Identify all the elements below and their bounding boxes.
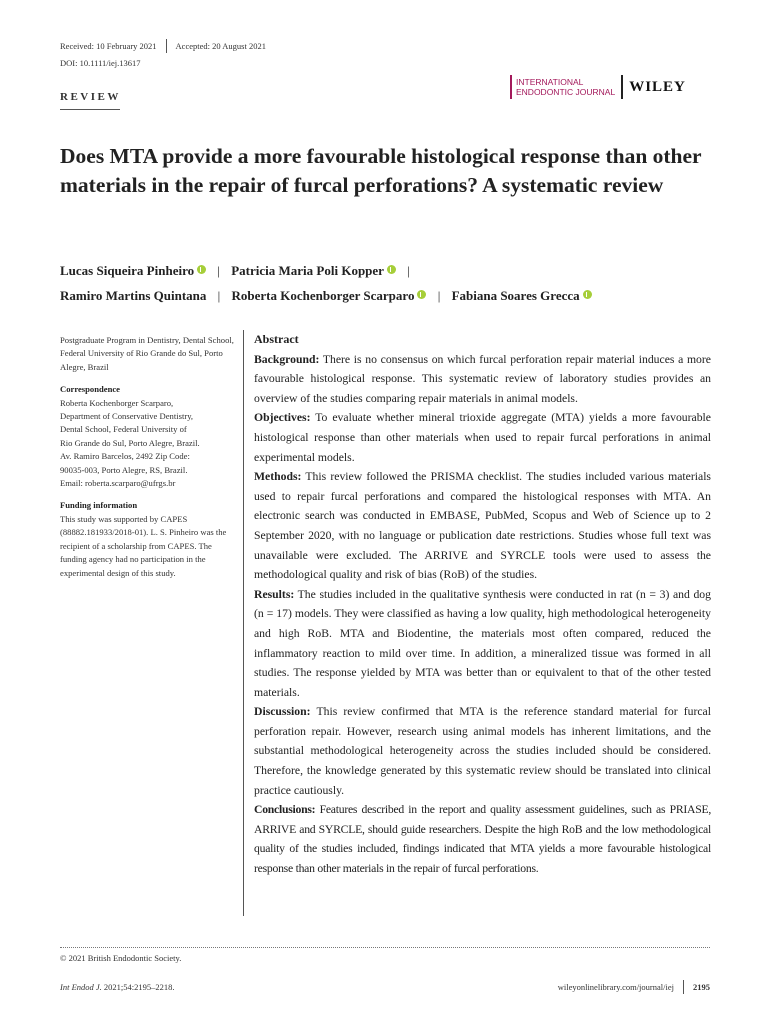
abstract-section-label: Background: — [254, 352, 320, 366]
abstract — [243, 330, 711, 916]
page-footer — [60, 980, 710, 994]
divider — [683, 980, 684, 994]
correspondence-line: Department of Conservative Dentistry, — [60, 411, 194, 422]
abstract-section-text: This review confirmed that MTA is the reference standard material for furcal perforation repair. However, research using animal models has inherent limitations, and the substantial methodological heterogeneity across the studies included should be considered. Therefore, the knowledge generated by this systematic review should be translated into clinical practice cautiously. — [254, 705, 711, 797]
correspondence — [60, 383, 235, 490]
journal-logo — [510, 75, 686, 99]
orcid-icon[interactable] — [387, 265, 396, 274]
author-name[interactable]: Ramiro Martins Quintana — [60, 288, 207, 303]
correspondence-email[interactable]: Email: roberta.scarparo@ufrgs.br — [60, 478, 176, 489]
abstract-objectives — [254, 408, 711, 467]
abstract-background — [254, 350, 711, 409]
author-name[interactable]: Patricia Maria Poli Kopper — [231, 263, 384, 278]
article-title: Does MTA provide a more favourable histological response than other materials in the repair of furcal perforations? A systematic review — [60, 144, 702, 197]
author-separator: | — [407, 263, 410, 278]
abstract-conclusions — [254, 800, 711, 878]
correspondence-heading: Correspondence — [60, 384, 120, 395]
received-date: Received: 10 February 2021 — [60, 41, 157, 51]
author-list — [60, 258, 730, 308]
abstract-discussion — [254, 702, 711, 800]
copyright: © 2021 British Endodontic Society. — [60, 953, 182, 963]
affiliation — [60, 334, 235, 374]
correspondence-line: Dental School, Federal University of — [60, 424, 187, 435]
author-name[interactable]: Fabiana Soares Grecca — [451, 288, 580, 303]
section-label: REVIEW — [60, 91, 121, 103]
author-name[interactable]: Roberta Kochenborger Scarparo — [231, 288, 415, 303]
publisher-logo: WILEY — [629, 78, 686, 95]
correspondence-line: 90035-003, Porto Alegre, RS, Brazil. — [60, 464, 188, 475]
section-rule — [60, 109, 120, 110]
orcid-icon[interactable] — [197, 265, 206, 274]
logo-divider — [621, 75, 623, 99]
funding-information — [60, 499, 235, 579]
abstract-section-text: Features described in the report and quality assessment guidelines, such as PRIASE, ARRIVE and SYRCLE, should guide researchers. Despite the high RoB and the low methodological quality of the studies included, findings indicated that MTA yields a more favourable histological response than other materials in the repair of furcal perforations. — [254, 803, 712, 876]
correspondence-line: Av. Ramiro Barcelos, 2492 Zip Code: — [60, 451, 190, 462]
sidebar-info — [60, 334, 235, 589]
citation-journal: Int Endod J. — [60, 982, 102, 992]
author-separator: | — [437, 288, 441, 303]
funding-heading: Funding information — [60, 500, 138, 511]
abstract-heading: Abstract — [254, 332, 299, 346]
doi[interactable]: DOI: 10.1111/iej.13617 — [60, 58, 141, 68]
abstract-section-label: Objectives: — [254, 411, 311, 425]
correspondence-line: Rio Grande do Sul, Porto Alegre, Brazil. — [60, 437, 200, 448]
divider — [166, 39, 167, 53]
citation-details: 2021;54:2195–2218. — [101, 982, 175, 992]
author-separator: | — [217, 288, 221, 303]
abstract-section-text: The studies included in the qualitative synthesis were conducted in rat (n = 3) and dog (n = 17) models. They were classified as having a low quality, high methodological heterogeneity and high RoB. MTA and Biodentine, the materials most often compared, reduced the inflammatory reaction to mild over time. In addition, a mineralized tissue was formed in all studies. The response yielded by MTA was better than or equivalent to that of the other tested materials. — [254, 587, 711, 699]
accepted-date: Accepted: 20 August 2021 — [175, 41, 266, 51]
journal-name — [516, 77, 615, 97]
journal-name-line2: ENDODONTIC JOURNAL — [516, 87, 616, 97]
journal-name-line1: INTERNATIONAL — [516, 77, 584, 87]
orcid-icon[interactable] — [583, 290, 592, 299]
abstract-section-label: Results: — [254, 587, 295, 601]
author-row — [60, 283, 730, 308]
abstract-section-label: Discussion: — [254, 705, 311, 719]
abstract-results — [254, 585, 711, 703]
author-row — [60, 258, 730, 283]
author-separator: | — [217, 263, 220, 278]
page-number: 2195 — [693, 982, 710, 992]
abstract-methods — [254, 467, 711, 585]
logo-bar — [510, 75, 512, 99]
funding-text: This study was supported by CAPES (88882.181933/2018-01). L. S. Pinheiro was the recipient of a scholarship from CAPES. The funding agency had no participation in the experimental design of this study. — [60, 513, 227, 578]
journal-url[interactable]: wileyonlinelibrary.com/journal/iej — [557, 982, 674, 992]
affiliation-text: Postgraduate Program in Dentistry, Dental School, Federal University of Rio Grande do Sul, Porto Alegre, Brazil — [60, 335, 234, 372]
author-name[interactable]: Lucas Siqueira Pinheiro — [60, 263, 195, 278]
abstract-section-text: This review followed the PRISMA checklist. The studies included various materials used to repair furcal perforations and compared the histological responses with MTA. An electronic search was conducted in EMBASE, PubMed, Scopus and Web of Science up to 2 September 2020, with no language or publication date restrictions. Studies whose full text was unavailable were excluded. The ARRIVE and SYRCLE tools were used to assess the methodological quality and risk of bias (RoB) of the studies. — [254, 470, 711, 582]
abstract-section-text: There is no consensus on which furcal perforation repair material induces a more favourable histological response. This systematic review of laboratory studies provides an overview of the studies comparing repair materials in animal models. — [254, 352, 711, 405]
abstract-section-label: Methods: — [254, 470, 302, 484]
abstract-section-label: Conclusions: — [254, 803, 316, 817]
orcid-icon[interactable] — [417, 290, 426, 299]
abstract-section-text: To evaluate whether mineral trioxide aggregate (MTA) yields a more favourable histological response than other materials when used to repair furcal perforations in animal experimental models. — [254, 411, 711, 464]
article-dates — [60, 39, 266, 53]
correspondence-line: Roberta Kochenborger Scarparo, — [60, 397, 174, 408]
citation — [60, 982, 175, 992]
footer-divider — [60, 947, 710, 948]
